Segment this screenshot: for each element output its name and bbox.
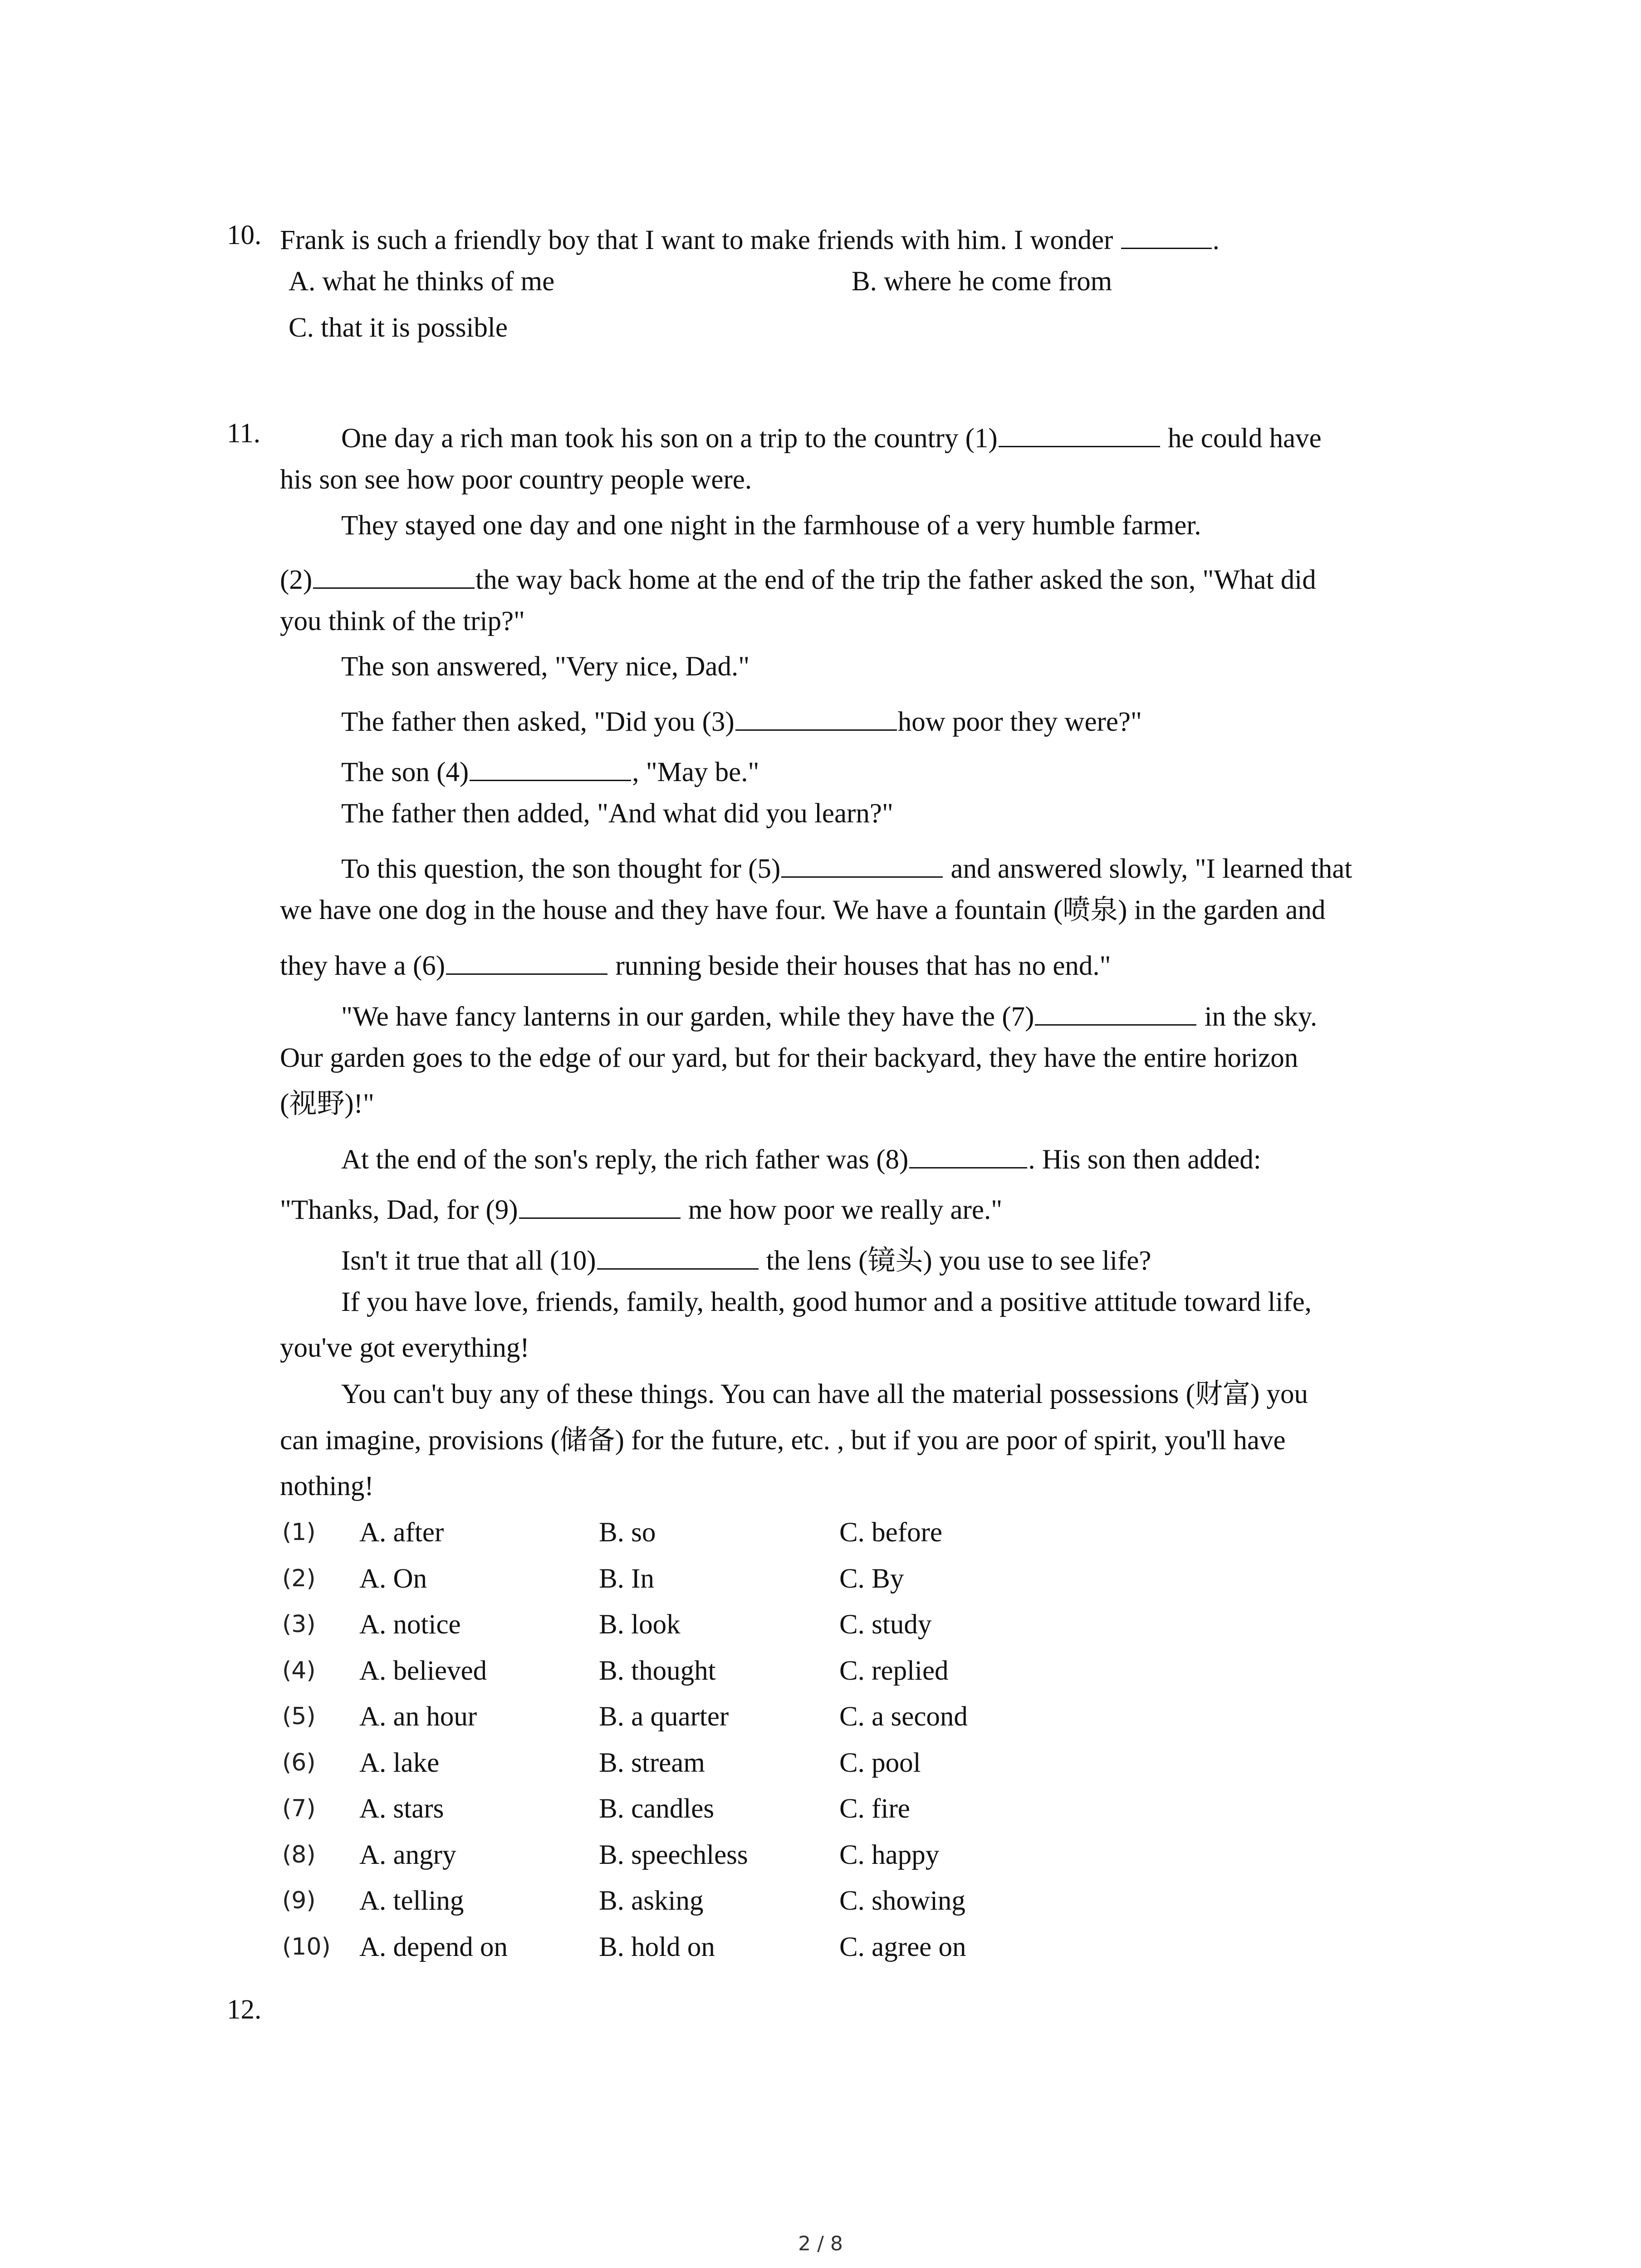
choice-option-b[interactable]: B. stream	[599, 1748, 705, 1778]
choice-number: (3)	[282, 1611, 316, 1638]
q10-option-b: B. where he come from	[852, 266, 1112, 297]
q11-paragraph-7-line-2: we have one dog in the house and they have four. We have a fountain (喷泉) in the garden and	[280, 895, 1326, 925]
q11-paragraph-6: The father then added, "And what did you learn?"	[341, 798, 893, 829]
choice-number: (2)	[282, 1565, 316, 1592]
passage-text: "Thanks, Dad, for (9)	[280, 1195, 518, 1225]
q10-stem	[280, 221, 1220, 254]
blank-5[interactable]	[781, 850, 943, 878]
passage-text: running beside their houses that has no end."	[608, 951, 1111, 981]
passage-text: they have a (6)	[280, 951, 446, 981]
passage-text: The father then asked, "Did you (3)	[341, 707, 735, 737]
passage-text: (2)	[280, 565, 313, 595]
passage-text: To this question, the son thought for (5)	[341, 854, 781, 884]
q11-paragraph-5	[341, 753, 759, 786]
choice-option-c[interactable]: C. agree on	[839, 1932, 966, 1962]
choice-option-a[interactable]: A. after	[359, 1517, 444, 1548]
passage-text: in the sky.	[1197, 1002, 1318, 1032]
q11-paragraph-2-line-1: They stayed one day and one night in the farmhouse of a very humble farmer.	[341, 510, 1201, 541]
blank-2[interactable]	[313, 561, 475, 589]
choice-number: (4)	[282, 1657, 316, 1684]
choice-number: (6)	[282, 1749, 316, 1776]
passage-text: . His son then added:	[1028, 1144, 1261, 1175]
choice-option-c[interactable]: C. pool	[839, 1748, 921, 1778]
passage-text: Isn't it true that all (10)	[341, 1246, 596, 1276]
blank-10[interactable]	[597, 1242, 759, 1270]
passage-text: and answered slowly, "I learned that	[944, 854, 1352, 884]
blank-7[interactable]	[1035, 998, 1196, 1026]
q11-paragraph-9-line-1	[341, 1141, 1261, 1173]
q11-paragraph-4	[341, 703, 1142, 736]
passage-text: One day a rich man took his son on a trip to the country (1)	[341, 423, 998, 454]
choice-option-a[interactable]: A. believed	[359, 1656, 487, 1686]
choice-option-b[interactable]: B. candles	[599, 1794, 715, 1824]
q11-paragraph-1-line-2: his son see how poor country people were.	[280, 464, 752, 495]
blank-9[interactable]	[519, 1191, 681, 1219]
passage-text: me how poor we really are."	[681, 1195, 1003, 1225]
passage-text: the way back home at the end of the trip the father asked the son, "What did	[475, 565, 1316, 595]
q12-number: 12.	[227, 1994, 262, 2025]
choice-number: (7)	[282, 1795, 316, 1822]
choice-option-b[interactable]: B. hold on	[599, 1932, 715, 1962]
choice-option-a[interactable]: A. notice	[359, 1609, 461, 1640]
choice-option-a[interactable]: A. On	[359, 1564, 427, 1594]
q11-paragraph-10	[341, 1242, 1151, 1275]
q11-paragraph-9-line-2	[280, 1191, 1002, 1224]
choice-option-a[interactable]: A. depend on	[359, 1932, 508, 1962]
choice-option-c[interactable]: C. showing	[839, 1886, 965, 1916]
q11-number: 11.	[227, 418, 260, 449]
q10-option-c: C. that it is possible	[289, 313, 508, 343]
q10-stem-text: Frank is such a friendly boy that I want to make friends with him. I wonder	[280, 225, 1120, 255]
choice-option-c[interactable]: C. fire	[839, 1794, 910, 1824]
blank-4[interactable]	[470, 753, 631, 781]
choice-number: (8)	[282, 1841, 316, 1868]
choice-option-b[interactable]: B. In	[599, 1564, 654, 1594]
choice-number: (1)	[282, 1519, 316, 1546]
q11-paragraph-2-line-3: you think of the trip?"	[280, 606, 525, 636]
q11-paragraph-7-line-1	[341, 850, 1352, 883]
q11-paragraph-7-line-3	[280, 947, 1111, 980]
q11-paragraph-11-line-2: you've got everything!	[280, 1333, 529, 1363]
choice-option-b[interactable]: B. asking	[599, 1886, 704, 1916]
q11-paragraph-8-line-1	[341, 998, 1317, 1031]
q11-paragraph-12-line-3: nothing!	[280, 1471, 374, 1501]
choice-option-c[interactable]: C. before	[839, 1517, 942, 1548]
choice-option-b[interactable]: B. a quarter	[599, 1701, 729, 1732]
passage-text: the lens (镜头) you use to see life?	[759, 1246, 1151, 1276]
choice-option-c[interactable]: C. replied	[839, 1656, 949, 1686]
page-number: 2 / 8	[798, 2232, 843, 2255]
q10-answer-blank[interactable]	[1121, 221, 1212, 249]
choice-option-b[interactable]: B. thought	[599, 1656, 716, 1686]
choice-option-b[interactable]: B. so	[599, 1517, 656, 1548]
choice-option-c[interactable]: C. study	[839, 1609, 932, 1640]
choice-number: (9)	[282, 1887, 316, 1914]
choice-option-b[interactable]: B. speechless	[599, 1840, 748, 1870]
choice-option-a[interactable]: A. lake	[359, 1748, 440, 1778]
passage-text: The son (4)	[341, 757, 469, 787]
passage-text: At the end of the son's reply, the rich father was (8)	[341, 1144, 909, 1175]
choice-option-c[interactable]: C. By	[839, 1564, 904, 1594]
blank-6[interactable]	[446, 947, 607, 975]
choice-option-a[interactable]: A. telling	[359, 1886, 464, 1916]
q11-paragraph-1-line-1	[341, 420, 1322, 452]
q11-paragraph-3: The son answered, "Very nice, Dad."	[341, 651, 750, 682]
choice-option-a[interactable]: A. angry	[359, 1840, 456, 1870]
choice-option-c[interactable]: C. a second	[839, 1701, 968, 1732]
q11-paragraph-2-line-2	[280, 561, 1316, 594]
blank-3[interactable]	[735, 703, 897, 731]
passage-text: he could have	[1161, 423, 1322, 454]
choice-option-b[interactable]: B. look	[599, 1609, 681, 1640]
blank-1[interactable]	[999, 420, 1160, 447]
q11-paragraph-8-line-2: Our garden goes to the edge of our yard, but for their backyard, they have the entire horizon	[280, 1043, 1298, 1073]
q11-paragraph-8-line-3: (视野)!"	[280, 1089, 374, 1119]
passage-text: how poor they were?"	[897, 707, 1142, 737]
passage-text: , "May be."	[632, 757, 759, 787]
choice-number: (5)	[282, 1703, 316, 1730]
q10-number: 10.	[227, 220, 262, 250]
choice-option-a[interactable]: A. an hour	[359, 1701, 477, 1732]
q10-option-a: A. what he thinks of me	[289, 266, 555, 297]
q11-paragraph-12-line-1: You can't buy any of these things. You can have all the material possessions (财富) you	[341, 1379, 1308, 1409]
blank-8[interactable]	[909, 1141, 1027, 1168]
choice-number: (10)	[282, 1933, 331, 1960]
choice-option-c[interactable]: C. happy	[839, 1840, 940, 1870]
q11-paragraph-12-line-2: can imagine, provisions (储备) for the future, etc. , but if you are poor of spirit, you'll have	[280, 1425, 1286, 1456]
choice-option-a[interactable]: A. stars	[359, 1794, 444, 1824]
q11-paragraph-11-line-1: If you have love, friends, family, health, good humor and a positive attitude toward life,	[341, 1287, 1312, 1317]
passage-text: "We have fancy lanterns in our garden, while they have the (7)	[341, 1002, 1034, 1032]
q10-stem-end: .	[1212, 225, 1220, 255]
